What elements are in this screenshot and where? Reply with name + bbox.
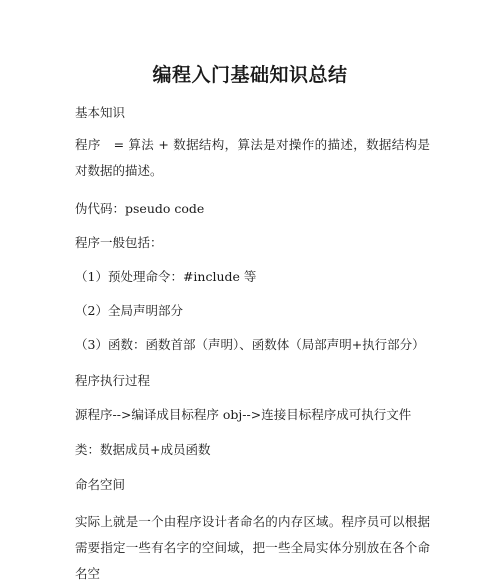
paragraph-program-includes: 程序一般包括： [75,235,163,250]
list-item-preprocess: （1）预处理命令：#include 等 [75,269,257,284]
paragraph-pseudocode: 伪代码：pseudo code [75,201,205,216]
paragraph-namespace-description: 实际上就是一个由程序设计者命名的内存区域。程序员可以根据需要指定一些有名字的空间域，把一些全局实体分别放在各个命名空 [75,514,430,581]
document-title: 编程入门基础知识总结 [152,64,348,86]
paragraph-program-definition: 程序 = 算法 + 数据结构，算法是对操作的描述，数据结构是对数据的描述。 [75,137,430,178]
section-heading-basics: 基本知识 [75,105,126,120]
section-heading-namespace: 命名空间 [75,477,126,492]
paragraph-class: 类：数据成员+成员函数 [75,442,211,457]
list-item-global-declaration: （2）全局声明部分 [75,303,183,318]
section-heading-execution: 程序执行过程 [75,373,151,388]
list-item-function: （3）函数：函数首部（声明）、函数体（局部声明+执行部分） [75,337,425,352]
paragraph-compile-flow: 源程序-->编译成目标程序 obj-->连接目标程序成可执行文件 [75,407,412,422]
